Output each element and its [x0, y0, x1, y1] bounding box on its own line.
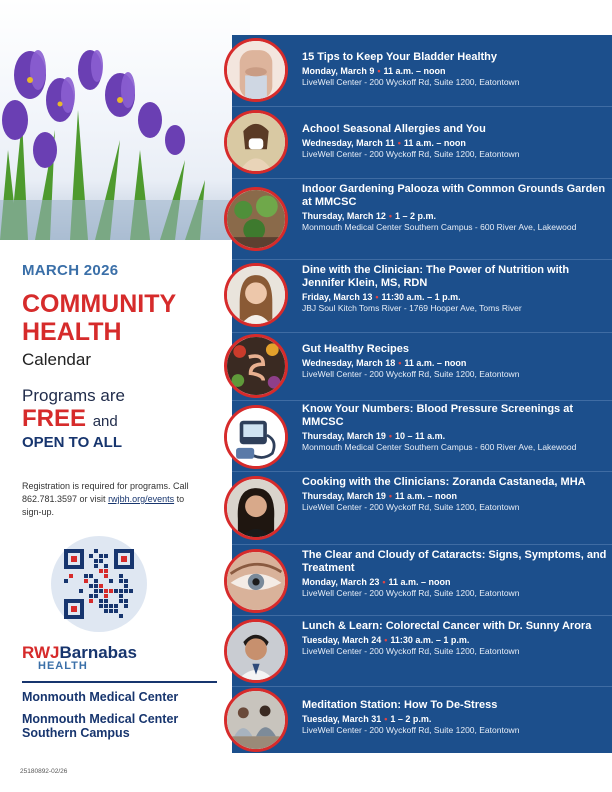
free-label: FREE	[22, 405, 87, 432]
event-item[interactable]	[232, 179, 612, 259]
event-when: Wednesday, March 18 • 11 a.m. – noon	[302, 358, 467, 368]
event-time: 10 – 11 a.m.	[395, 431, 446, 441]
clinician-photo-icon	[224, 263, 288, 327]
registration-text: Registration is required for programs. Call 862.781.3597 or visit	[22, 481, 189, 504]
registration-suffix: to sign-up.	[22, 494, 185, 517]
and-label: and	[92, 413, 118, 430]
event-when: Tuesday, March 24 • 11:30 a.m. – 1 p.m.	[302, 635, 470, 645]
event-title: Achoo! Seasonal Allergies and You	[302, 123, 486, 135]
event-location: LiveWell Center - 200 Wyckoff Rd, Suite 1200, Eatontown	[302, 588, 520, 598]
gut-health-photo-icon	[224, 334, 288, 398]
event-time: 1 – 2 p.m.	[390, 714, 432, 724]
registration-note	[22, 480, 197, 519]
event-item[interactable]	[232, 260, 612, 332]
logo-barnabas: Barnabas	[59, 643, 137, 662]
blood-pressure-photo-icon	[224, 405, 288, 469]
event-date: Tuesday, March 31	[302, 714, 382, 724]
document-code: 25180892-02/26	[20, 768, 68, 775]
event-when: Thursday, March 19 • 11 a.m. – noon	[302, 491, 458, 501]
event-title: Gut Healthy Recipes	[302, 343, 409, 355]
event-item[interactable]	[232, 333, 612, 400]
event-date: Tuesday, March 24	[302, 635, 382, 645]
clinician-photo-icon	[224, 476, 288, 540]
page-title	[22, 290, 232, 346]
event-time: 11:30 a.m. – 1 p.m.	[381, 292, 461, 302]
event-location: LiveWell Center - 200 Wyckoff Rd, Suite 1200, Eatontown	[302, 77, 520, 87]
bladder-health-photo-icon	[224, 38, 288, 102]
event-location: LiveWell Center - 200 Wyckoff Rd, Suite 1200, Eatontown	[302, 725, 520, 735]
event-item[interactable]	[232, 35, 612, 106]
event-item[interactable]	[232, 401, 612, 471]
event-item[interactable]	[232, 545, 612, 615]
title-line-1: COMMUNITY	[22, 290, 177, 318]
logo-rwj: RWJ	[22, 643, 60, 662]
event-time: 11 a.m. – noon	[383, 66, 446, 76]
event-time: 11 a.m. – noon	[388, 577, 451, 587]
free-text	[22, 405, 232, 433]
event-when: Monday, March 23 • 11 a.m. – noon	[302, 577, 451, 587]
event-location: Monmouth Medical Center Southern Campus - 600 River Ave, Lakewood	[302, 222, 577, 232]
event-when: Wednesday, March 11 • 11 a.m. – noon	[302, 138, 466, 148]
event-item[interactable]	[232, 687, 612, 753]
logo-divider	[22, 681, 217, 683]
event-location: LiveWell Center - 200 Wyckoff Rd, Suite 1200, Eatontown	[302, 502, 520, 512]
title-line-2: HEALTH	[22, 318, 122, 346]
event-item[interactable]	[232, 472, 612, 544]
events-link[interactable]: rwjbh.org/events	[108, 494, 175, 504]
event-time: 1 – 2 p.m.	[395, 211, 437, 221]
event-when: Tuesday, March 31 • 1 – 2 p.m.	[302, 714, 432, 724]
event-when: Thursday, March 19 • 10 – 11 a.m.	[302, 431, 446, 441]
gardening-photo-icon	[224, 187, 288, 251]
event-location: JBJ Soul Kitch Toms River - 1769 Hooper Ave, Toms River	[302, 303, 522, 313]
event-location: LiveWell Center - 200 Wyckoff Rd, Suite 1200, Eatontown	[302, 149, 520, 159]
event-time: 11 a.m. – noon	[403, 138, 466, 148]
event-date: Wednesday, March 11	[302, 138, 395, 148]
open-to-all-text: OPEN TO ALL	[22, 434, 123, 451]
event-location: Monmouth Medical Center Southern Campus - 600 River Ave, Lakewood	[302, 442, 577, 452]
event-time: 11:30 a.m. – 1 p.m.	[390, 635, 470, 645]
eye-photo-icon	[224, 549, 288, 613]
event-item[interactable]	[232, 616, 612, 686]
mmc-label: Monmouth Medical Center	[22, 690, 179, 704]
doctor-photo-icon	[224, 619, 288, 683]
meditation-photo-icon	[224, 688, 288, 752]
programs-text: Programs are	[22, 386, 125, 405]
allergy-photo-icon	[224, 110, 288, 174]
logo-health: HEALTH	[38, 660, 88, 672]
events-panel	[232, 35, 612, 753]
event-date: Thursday, March 12	[302, 211, 386, 221]
event-title: Cooking with the Clinicians: Zoranda Castaneda, MHA	[302, 476, 586, 488]
event-time: 11 a.m. – noon	[395, 491, 458, 501]
event-date: Thursday, March 19	[302, 491, 386, 501]
event-date: Monday, March 9	[302, 66, 375, 76]
mmc-southern-label	[22, 712, 178, 740]
event-date: Monday, March 23	[302, 577, 380, 587]
event-title: The Clear and Cloudy of Cataracts: Signs, Symptoms, and Treatment	[302, 549, 607, 574]
event-when: Friday, March 13 • 11:30 a.m. – 1 p.m.	[302, 292, 461, 302]
event-time: 11 a.m. – noon	[404, 358, 467, 368]
event-date: Friday, March 13	[302, 292, 373, 302]
event-title: Dine with the Clinician: The Power of Nutrition with Jennifer Klein, MS, RDN	[302, 264, 570, 289]
page-subtitle: Calendar	[22, 350, 91, 369]
event-title: Meditation Station: How To De-Stress	[302, 699, 498, 711]
event-title: 15 Tips to Keep Your Bladder Healthy	[302, 51, 497, 63]
mmc-southern-line-2: Southern Campus	[22, 726, 130, 740]
event-when: Thursday, March 12 • 1 – 2 p.m.	[302, 211, 437, 221]
event-title: Lunch & Learn: Colorectal Cancer with Dr. Sunny Arora	[302, 620, 592, 632]
month-heading: MARCH 2026	[22, 262, 119, 279]
event-location: LiveWell Center - 200 Wyckoff Rd, Suite 1200, Eatontown	[302, 646, 520, 656]
event-title: Know Your Numbers: Blood Pressure Screenings at MMCSC	[302, 403, 573, 428]
mmc-southern-line-1: Monmouth Medical Center	[22, 712, 179, 726]
qr-code[interactable]	[50, 535, 148, 633]
event-date: Wednesday, March 18	[302, 358, 396, 368]
event-date: Thursday, March 19	[302, 431, 386, 441]
event-item[interactable]	[232, 107, 612, 178]
event-location: LiveWell Center - 200 Wyckoff Rd, Suite 1200, Eatontown	[302, 369, 520, 379]
crocus-flowers-image	[0, 0, 250, 240]
event-when: Monday, March 9 • 11 a.m. – noon	[302, 66, 446, 76]
event-title: Indoor Gardening Palooza with Common Grounds Garden at MMCSC	[302, 183, 606, 208]
